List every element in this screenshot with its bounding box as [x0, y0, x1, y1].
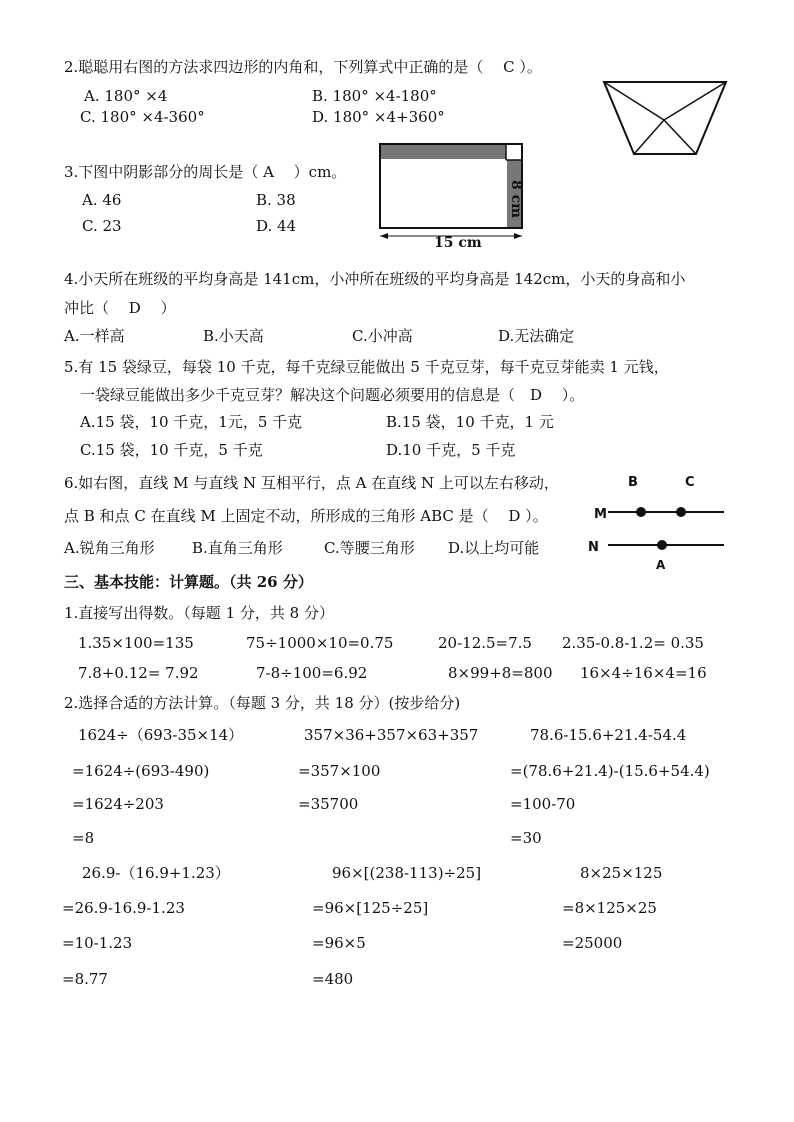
calc-c-step: =(78.6+21.4)-(15.6+54.4)	[510, 762, 710, 780]
calc-c-step: =30	[510, 829, 542, 847]
calc-d-step: =26.9-16.9-1.23	[62, 899, 185, 917]
section3-title: 三、基本技能：计算题。（共 26 分）	[64, 573, 313, 591]
calc-b-step: =35700	[298, 795, 359, 813]
q4-option-a: A.一样高	[64, 327, 125, 345]
calc-b-step: =357×100	[298, 762, 381, 780]
q6-label-c: C	[685, 475, 695, 490]
q6-label-b: B	[628, 475, 638, 490]
q6-option-b: B.直角三角形	[192, 539, 283, 557]
q5-option-c: C.15 袋，10 千克，5 千克	[80, 441, 263, 459]
calc-item: 7-8÷100=6.92	[256, 664, 368, 682]
calc-item: 8×99+8=800	[448, 664, 553, 682]
calc-a-step: 1624÷（693-35×14）	[78, 726, 244, 744]
calc-item: 16×4÷16×4=16	[580, 664, 707, 682]
calc-b-step: 357×36+357×63+357	[304, 726, 479, 744]
calc-e-step: =96×5	[312, 934, 366, 952]
calc-item: 2.35-0.8-1.2= 0.35	[562, 634, 704, 652]
q6-option-d: D.以上均可能	[448, 539, 540, 557]
calc-e-step: =480	[312, 970, 354, 988]
rectangle-shaded-figure	[376, 140, 526, 248]
q3-width-label: 15 cm	[434, 235, 482, 251]
calc-d-step: 26.9-（16.9+1.23）	[82, 864, 230, 882]
q2-stem: 2.聪聪用右图的方法求四边形的内角和，下列算式中正确的是（ C ）。	[64, 58, 542, 76]
q3-stem: 3.下图中阴影部分的周长是（ A ）cm。	[64, 163, 347, 181]
q3-option-c: C. 23	[82, 217, 122, 235]
calc-item: 20-12.5=7.5	[438, 634, 532, 652]
q2-option-b: B. 180° ×4-180°	[312, 87, 437, 105]
q4-stem-line1: 4.小天所在班级的平均身高是 141cm，小冲所在班级的平均身高是 142cm，小天的身高和小	[64, 270, 686, 288]
q5-stem-line2: 一袋绿豆能做出多少千克豆芽？解决这个问题必须要用的信息是（ D ）。	[80, 386, 585, 404]
q4-option-b: B.小天高	[203, 327, 264, 345]
part2-title: 2.选择合适的方法计算。（每题 3 分，共 18 分）(按步给分)	[64, 694, 461, 712]
q2-option-a: A. 180° ×4	[84, 87, 168, 105]
calc-f-step: =8×125×25	[562, 899, 657, 917]
q3-option-b: B. 38	[256, 191, 296, 209]
calc-a-step: =1624÷203	[72, 795, 164, 813]
q3-option-d: D. 44	[256, 217, 297, 235]
q3-option-a: A. 46	[82, 191, 122, 209]
q2-option-d: D. 180° ×4+360°	[312, 108, 445, 126]
q6-option-a: A.锐角三角形	[64, 539, 155, 557]
calc-a-step: =8	[72, 829, 95, 847]
calc-item: 75÷1000×10=0.75	[246, 634, 394, 652]
calc-a-step: =1624÷(693-490)	[72, 762, 210, 780]
q5-stem-line1: 5.有 15 袋绿豆，每袋 10 千克，每千克绿豆能做出 5 千克豆芽，每千克豆芽能卖 1 元钱，	[64, 358, 669, 376]
q6-stem-line1: 6.如右图，直线 M 与直线 N 互相平行，点 A 在直线 N 上可以左右移动，	[64, 474, 559, 492]
calc-d-step: =8.77	[62, 970, 108, 988]
q2-option-c: C. 180° ×4-360°	[80, 108, 205, 126]
q6-label-n: N	[588, 540, 599, 555]
calc-item: 7.8+0.12= 7.92	[78, 664, 199, 682]
calc-f-step: =25000	[562, 934, 623, 952]
calc-e-step: 96×[(238-113)÷25]	[332, 864, 482, 882]
quadrilateral-figure	[600, 78, 730, 160]
calc-c-step: 78.6-15.6+21.4-54.4	[530, 726, 687, 744]
q3-height-label: 8 cm	[508, 180, 524, 218]
q6-label-m: M	[594, 507, 607, 522]
part1-title: 1.直接写出得数。（每题 1 分，共 8 分）	[64, 604, 334, 622]
q4-option-d: D.无法确定	[498, 327, 575, 345]
q6-label-a: A	[656, 558, 666, 572]
q6-stem-line2: 点 B 和点 C 在直线 M 上固定不动，所形成的三角形 ABC 是（ D ）。	[64, 507, 548, 525]
calc-d-step: =10-1.23	[62, 934, 133, 952]
calc-c-step: =100-70	[510, 795, 576, 813]
parallel-lines-figure	[606, 502, 726, 552]
calc-f-step: 8×25×125	[580, 864, 663, 882]
q6-option-c: C.等腰三角形	[324, 539, 415, 557]
calc-item: 1.35×100=135	[78, 634, 194, 652]
q4-stem-line2: 冲比（ D ）	[64, 299, 176, 317]
q5-option-b: B.15 袋，10 千克，1 元	[386, 413, 554, 431]
calc-e-step: =96×[125÷25]	[312, 899, 429, 917]
q5-option-d: D.10 千克，5 千克	[386, 441, 516, 459]
q4-option-c: C.小冲高	[352, 327, 413, 345]
q5-option-a: A.15 袋，10 千克，1元，5 千克	[80, 413, 303, 431]
